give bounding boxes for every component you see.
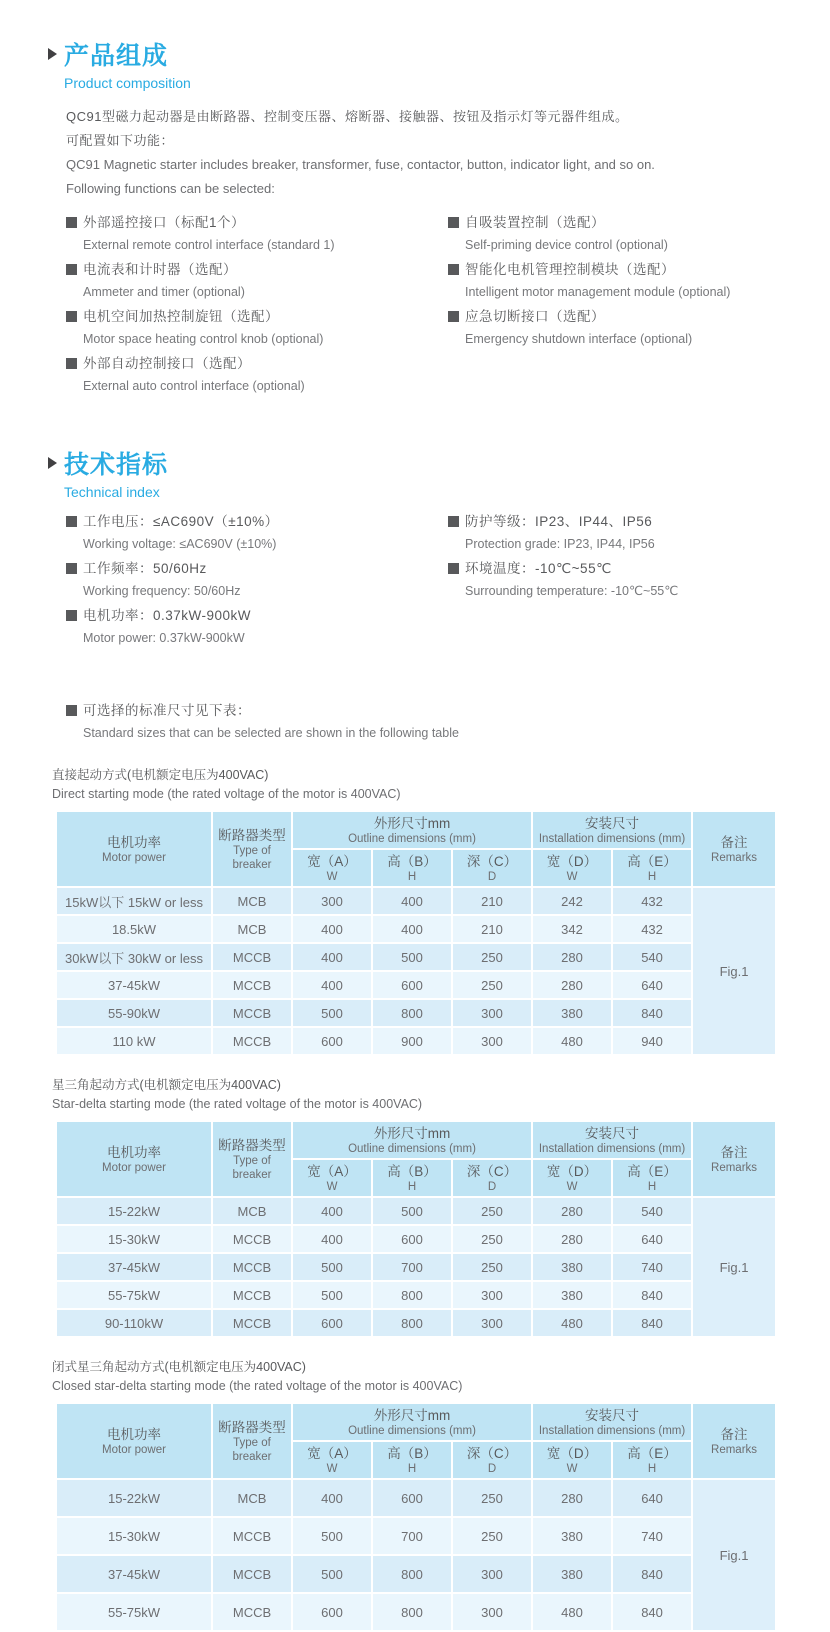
dimension-cell: 210: [452, 887, 532, 915]
feature-label-zh: 应急切断接口（选配）: [465, 309, 605, 324]
star-delta-table: [55, 1120, 777, 1338]
motor-power-cell: 15kW以下 15kW or less: [56, 887, 212, 915]
feature-label-zh: 电机空间加热控制旋钮（选配）: [83, 309, 279, 324]
dimension-cell: 210: [452, 915, 532, 943]
header-breaker-type: 断路器类型 Type of breaker: [212, 1121, 292, 1197]
dimension-cell: 280: [532, 1225, 612, 1253]
feature-item: [66, 510, 448, 556]
dimension-cell: 380: [532, 1253, 612, 1281]
dimension-cell: 600: [292, 1593, 372, 1631]
closed-star-delta-table-section: [48, 1358, 802, 1632]
header-height-b: 高（B） H: [372, 849, 452, 887]
feature-item: [66, 305, 448, 351]
section-arrow-icon: [48, 457, 57, 469]
dimension-cell: 800: [372, 999, 452, 1027]
dimension-cell: 700: [372, 1517, 452, 1555]
breaker-type-cell: MCCB: [212, 971, 292, 999]
dimension-cell: 800: [372, 1281, 452, 1309]
dimension-cell: 500: [292, 1555, 372, 1593]
dimension-cell: 242: [532, 887, 612, 915]
dimension-cell: 250: [452, 1225, 532, 1253]
dimension-cell: 250: [452, 943, 532, 971]
table-row: [56, 1225, 776, 1253]
star-delta-table-section: [48, 1076, 802, 1338]
breaker-type-cell: MCCB: [212, 1027, 292, 1055]
dimension-cell: 250: [452, 1517, 532, 1555]
intro-zh: 可选择的标准尺寸见下表：: [83, 703, 251, 718]
standard-sizes-intro: [66, 699, 802, 746]
dimension-cell: 300: [452, 1309, 532, 1337]
header-motor-power: 电机功率 Motor power: [56, 1403, 212, 1479]
dimension-cell: 740: [612, 1253, 692, 1281]
feature-label-en: Motor space heating control knob (optional): [83, 332, 324, 346]
feature-item: [448, 305, 802, 351]
remarks-cell: Fig.1: [692, 1197, 776, 1337]
dimension-cell: 700: [372, 1253, 452, 1281]
breaker-type-cell: MCCB: [212, 943, 292, 971]
dimension-cell: 840: [612, 1281, 692, 1309]
motor-power-cell: 110 kW: [56, 1027, 212, 1055]
feature-label-zh: 智能化电机管理控制模块（选配）: [465, 262, 675, 277]
header-width-a: 宽（A） W: [292, 1441, 372, 1479]
dimension-cell: 280: [532, 971, 612, 999]
motor-power-cell: 37-45kW: [56, 1555, 212, 1593]
breaker-type-cell: MCCB: [212, 999, 292, 1027]
dimension-cell: 400: [372, 915, 452, 943]
motor-power-cell: 15-22kW: [56, 1479, 212, 1517]
dimension-cell: 500: [292, 1517, 372, 1555]
dimension-cell: 540: [612, 943, 692, 971]
feature-label-en: Emergency shutdown interface (optional): [465, 332, 693, 346]
header-installation-dimensions: 安装尺寸 Installation dimensions (mm): [532, 1403, 692, 1441]
dimension-cell: 300: [292, 887, 372, 915]
breaker-type-cell: MCB: [212, 1479, 292, 1517]
feature-label-en: Working frequency: 50/60Hz: [83, 584, 241, 598]
dimension-cell: 940: [612, 1027, 692, 1055]
dimension-cell: 600: [292, 1027, 372, 1055]
bullet-square-icon: [448, 264, 459, 275]
dimension-cell: 480: [532, 1593, 612, 1631]
header-installation-dimensions: 安装尺寸 Installation dimensions (mm): [532, 1121, 692, 1159]
dimension-cell: 400: [292, 1225, 372, 1253]
table-header: [56, 1403, 776, 1479]
feature-item: [66, 604, 448, 650]
breaker-type-cell: MCCB: [212, 1555, 292, 1593]
table-row: [56, 1253, 776, 1281]
header-breaker-type: 断路器类型 Type of breaker: [212, 1403, 292, 1479]
dimension-cell: 400: [372, 887, 452, 915]
section-title-en: Technical index: [64, 484, 160, 500]
motor-power-cell: 30kW以下 30kW or less: [56, 943, 212, 971]
dimension-cell: 480: [532, 1309, 612, 1337]
dimension-cell: 250: [452, 1197, 532, 1225]
header-height-b: 高（B） H: [372, 1441, 452, 1479]
dimension-cell: 480: [532, 1027, 612, 1055]
header-remarks: 备注 Remarks: [692, 811, 776, 887]
dimension-cell: 540: [612, 1197, 692, 1225]
dimension-cell: 600: [372, 1225, 452, 1253]
breaker-type-cell: MCCB: [212, 1253, 292, 1281]
bullet-square-icon: [66, 516, 77, 527]
table-row: [56, 1517, 776, 1555]
feature-item: [448, 258, 802, 304]
dimension-cell: 280: [532, 943, 612, 971]
direct-starting-table: [55, 810, 777, 1056]
breaker-type-cell: MCB: [212, 1197, 292, 1225]
dimension-cell: 500: [292, 999, 372, 1027]
dimension-cell: 800: [372, 1309, 452, 1337]
dimension-cell: 800: [372, 1593, 452, 1631]
dimension-cell: 380: [532, 999, 612, 1027]
table-caption-en: Star-delta starting mode (the rated voltage of the motor is 400VAC): [52, 1097, 423, 1111]
feature-label-en: Ammeter and timer (optional): [83, 285, 245, 299]
dimension-cell: 300: [452, 1593, 532, 1631]
feature-label-zh: 工作电压：≤AC690V（±10%）: [83, 514, 279, 529]
features-right-column: [448, 211, 802, 399]
dimension-cell: 840: [612, 1309, 692, 1337]
dimension-cell: 740: [612, 1517, 692, 1555]
dimension-cell: 500: [292, 1281, 372, 1309]
table-row: [56, 943, 776, 971]
feature-item: [66, 352, 448, 398]
feature-label-en: Working voltage: ≤AC690V (±10%): [83, 537, 277, 551]
table-row: [56, 999, 776, 1027]
dimension-cell: 900: [372, 1027, 452, 1055]
table-row: [56, 1593, 776, 1631]
dimension-cell: 432: [612, 915, 692, 943]
dimension-cell: 840: [612, 1593, 692, 1631]
header-depth-c: 深（C） D: [452, 849, 532, 887]
table-row: [56, 1479, 776, 1517]
dimension-cell: 600: [372, 971, 452, 999]
section-title-en: Product composition: [64, 75, 191, 91]
table-caption-zh: 直接起动方式(电机额定电压为400VAC): [52, 768, 269, 782]
technical-index-section: [48, 445, 802, 651]
dimension-cell: 280: [532, 1479, 612, 1517]
dimension-cell: 400: [292, 943, 372, 971]
header-height-e: 高（E） H: [612, 849, 692, 887]
header-height-e: 高（E） H: [612, 1441, 692, 1479]
feature-item: [448, 211, 802, 257]
feature-item: [66, 557, 448, 603]
dimension-cell: 280: [532, 1197, 612, 1225]
section-title-zh: 产品组成: [64, 42, 169, 70]
dimension-cell: 640: [612, 971, 692, 999]
motor-power-cell: 15-22kW: [56, 1197, 212, 1225]
dimension-cell: 250: [452, 1253, 532, 1281]
bullet-square-icon: [66, 705, 77, 716]
bullet-square-icon: [66, 311, 77, 322]
motor-power-cell: 18.5kW: [56, 915, 212, 943]
dimension-cell: 640: [612, 1225, 692, 1253]
motor-power-cell: 37-45kW: [56, 1253, 212, 1281]
remarks-cell: Fig.1: [692, 887, 776, 1055]
section-arrow-icon: [48, 48, 57, 60]
paragraph: 可配置如下功能：: [66, 133, 175, 148]
breaker-type-cell: MCCB: [212, 1225, 292, 1253]
dimension-cell: 380: [532, 1281, 612, 1309]
feature-label-zh: 环境温度：-10℃~55℃: [465, 561, 612, 576]
breaker-type-cell: MCCB: [212, 1309, 292, 1337]
table-caption-zh: 闭式星三角起动方式(电机额定电压为400VAC): [52, 1360, 306, 1374]
dimension-cell: 432: [612, 887, 692, 915]
header-outline-dimensions: 外形尺寸mm Outline dimensions (mm): [292, 811, 532, 849]
dimension-cell: 400: [292, 1197, 372, 1225]
dimension-cell: 840: [612, 1555, 692, 1593]
table-row: [56, 1027, 776, 1055]
header-motor-power: 电机功率 Motor power: [56, 811, 212, 887]
bullet-square-icon: [66, 264, 77, 275]
breaker-type-cell: MCCB: [212, 1517, 292, 1555]
header-width-d: 宽（D） W: [532, 1159, 612, 1197]
motor-power-cell: 90-110kW: [56, 1309, 212, 1337]
bullet-square-icon: [66, 610, 77, 621]
header-height-b: 高（B） H: [372, 1159, 452, 1197]
header-width-d: 宽（D） W: [532, 1441, 612, 1479]
header-outline-dimensions: 外形尺寸mm Outline dimensions (mm): [292, 1403, 532, 1441]
feature-label-en: Surrounding temperature: -10℃~55℃: [465, 584, 679, 598]
feature-label-en: Self-priming device control (optional): [465, 238, 668, 252]
feature-item: [66, 258, 448, 304]
feature-label-en: Intelligent motor management module (optional): [465, 285, 731, 299]
dimension-cell: 640: [612, 1479, 692, 1517]
feature-label-en: External remote control interface (standard 1): [83, 238, 335, 252]
dimension-cell: 250: [452, 971, 532, 999]
bullet-square-icon: [66, 358, 77, 369]
table-row: [56, 1197, 776, 1225]
paragraph: QC91 Magnetic starter includes breaker, transformer, fuse, contactor, button, indicator light, and so on.: [66, 157, 655, 172]
table-row: [56, 1555, 776, 1593]
feature-label-zh: 防护等级：IP23、IP44、IP56: [465, 514, 653, 529]
dimension-cell: 500: [372, 1197, 452, 1225]
feature-label-zh: 外部遥控接口（标配1个）: [83, 215, 246, 230]
intro-paragraphs: [66, 105, 802, 201]
feature-label-zh: 电机功率：0.37kW-900kW: [83, 608, 252, 623]
motor-power-cell: 15-30kW: [56, 1225, 212, 1253]
motor-power-cell: 55-75kW: [56, 1281, 212, 1309]
breaker-type-cell: MCCB: [212, 1593, 292, 1631]
paragraph: QC91型磁力起动器是由断路器、控制变压器、熔断器、接触器、按钮及指示灯等元器件组成。: [66, 109, 629, 124]
dimension-cell: 250: [452, 1479, 532, 1517]
dimension-cell: 300: [452, 1281, 532, 1309]
dimension-cell: 800: [372, 1555, 452, 1593]
header-installation-dimensions: 安装尺寸 Installation dimensions (mm): [532, 811, 692, 849]
specs-right-column: [448, 510, 802, 651]
bullet-square-icon: [448, 311, 459, 322]
closed-star-delta-table: [55, 1402, 777, 1632]
table-row: [56, 915, 776, 943]
table-row: [56, 887, 776, 915]
table-caption-en: Closed star-delta starting mode (the rated voltage of the motor is 400VAC): [52, 1379, 463, 1393]
dimension-cell: 342: [532, 915, 612, 943]
dimension-cell: 400: [292, 915, 372, 943]
bullet-square-icon: [448, 217, 459, 228]
table-caption-zh: 星三角起动方式(电机额定电压为400VAC): [52, 1078, 281, 1092]
breaker-type-cell: MCB: [212, 887, 292, 915]
dimension-cell: 380: [532, 1517, 612, 1555]
dimension-cell: 840: [612, 999, 692, 1027]
header-width-a: 宽（A） W: [292, 1159, 372, 1197]
intro-en: Standard sizes that can be selected are shown in the following table: [83, 726, 459, 740]
dimension-cell: 300: [452, 1555, 532, 1593]
paragraph: Following functions can be selected:: [66, 181, 275, 196]
feature-label-zh: 电流表和计时器（选配）: [83, 262, 237, 277]
table-row: [56, 1281, 776, 1309]
header-width-a: 宽（A） W: [292, 849, 372, 887]
features-left-column: [66, 211, 448, 399]
remarks-cell: Fig.1: [692, 1479, 776, 1631]
motor-power-cell: 55-75kW: [56, 1593, 212, 1631]
dimension-cell: 400: [292, 971, 372, 999]
feature-item: [66, 211, 448, 257]
dimension-cell: 300: [452, 999, 532, 1027]
header-remarks: 备注 Remarks: [692, 1403, 776, 1479]
feature-label-en: Protection grade: IP23, IP44, IP56: [465, 537, 655, 551]
bullet-square-icon: [448, 563, 459, 574]
section-title-zh: 技术指标: [64, 451, 169, 479]
bullet-square-icon: [66, 563, 77, 574]
dimension-cell: 400: [292, 1479, 372, 1517]
dimension-cell: 500: [292, 1253, 372, 1281]
table-caption-en: Direct starting mode (the rated voltage of the motor is 400VAC): [52, 787, 401, 801]
header-outline-dimensions: 外形尺寸mm Outline dimensions (mm): [292, 1121, 532, 1159]
motor-power-cell: 37-45kW: [56, 971, 212, 999]
motor-power-cell: 55-90kW: [56, 999, 212, 1027]
header-remarks: 备注 Remarks: [692, 1121, 776, 1197]
feature-item: [448, 557, 802, 603]
header-motor-power: 电机功率 Motor power: [56, 1121, 212, 1197]
feature-label-zh: 自吸装置控制（选配）: [465, 215, 605, 230]
feature-label-zh: 外部自动控制接口（选配）: [83, 356, 251, 371]
feature-label-zh: 工作频率：50/60Hz: [83, 561, 207, 576]
table-row: [56, 971, 776, 999]
header-width-d: 宽（D） W: [532, 849, 612, 887]
motor-power-cell: 15-30kW: [56, 1517, 212, 1555]
bullet-square-icon: [66, 217, 77, 228]
product-composition-section: [48, 36, 802, 399]
dimension-cell: 500: [372, 943, 452, 971]
feature-label-en: Motor power: 0.37kW-900kW: [83, 631, 245, 645]
dimension-cell: 600: [292, 1309, 372, 1337]
direct-starting-table-section: [48, 766, 802, 1056]
header-depth-c: 深（C） D: [452, 1441, 532, 1479]
table-header: [56, 811, 776, 887]
dimension-cell: 380: [532, 1555, 612, 1593]
breaker-type-cell: MCB: [212, 915, 292, 943]
dimension-cell: 300: [452, 1027, 532, 1055]
dimension-cell: 600: [372, 1479, 452, 1517]
breaker-type-cell: MCCB: [212, 1281, 292, 1309]
header-depth-c: 深（C） D: [452, 1159, 532, 1197]
feature-item: [448, 510, 802, 556]
bullet-square-icon: [448, 516, 459, 527]
table-header: [56, 1121, 776, 1197]
feature-label-en: External auto control interface (optional): [83, 379, 305, 393]
header-breaker-type: 断路器类型 Type of breaker: [212, 811, 292, 887]
header-height-e: 高（E） H: [612, 1159, 692, 1197]
table-row: [56, 1309, 776, 1337]
specs-left-column: [66, 510, 448, 651]
